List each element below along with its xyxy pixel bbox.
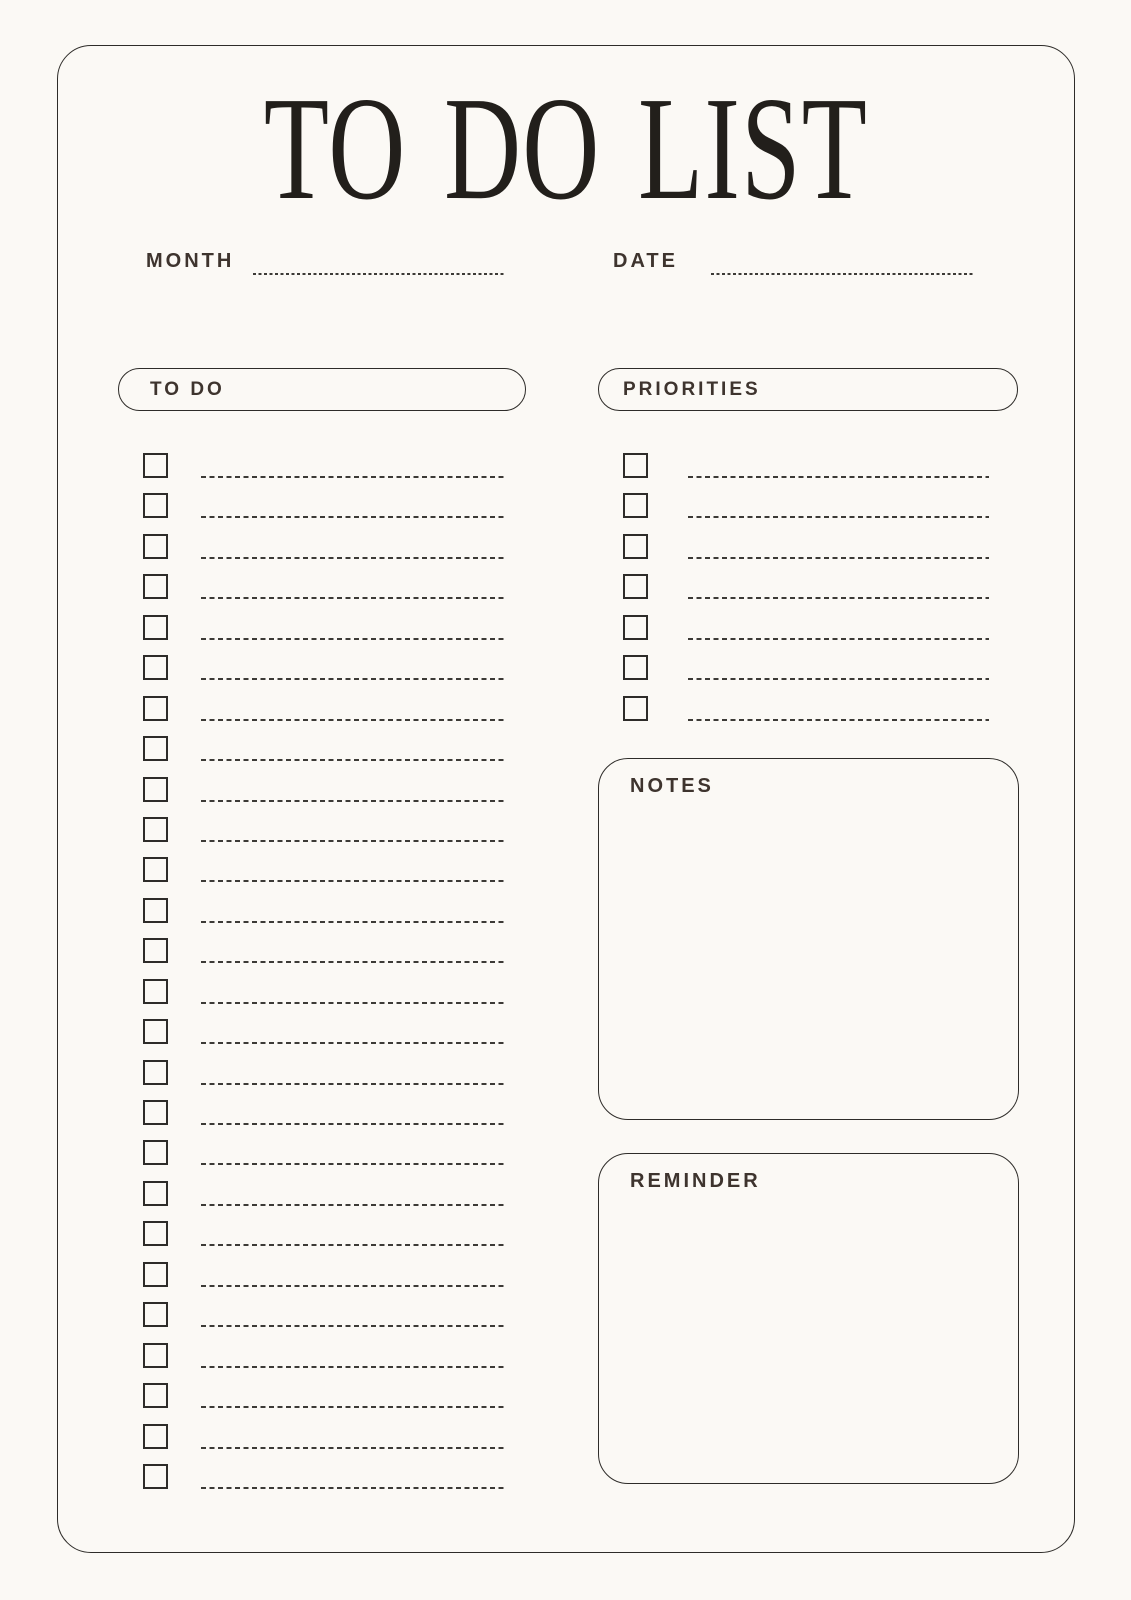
date-label: DATE [613, 250, 678, 272]
priorities-checklist [623, 453, 989, 736]
todo-section-label: TO DO [150, 378, 225, 400]
todo-fill-line[interactable] [201, 800, 506, 802]
todo-row [143, 1221, 506, 1261]
todo-checkbox[interactable] [143, 655, 168, 680]
todo-checkbox[interactable] [143, 1464, 168, 1489]
todo-row [143, 938, 506, 978]
todo-fill-line[interactable] [201, 638, 506, 640]
todo-row [143, 1019, 506, 1059]
priority-row [623, 655, 989, 695]
todo-fill-line[interactable] [201, 1487, 506, 1489]
todo-row [143, 615, 506, 655]
todo-checkbox[interactable] [143, 534, 168, 559]
todo-checkbox[interactable] [143, 1140, 168, 1165]
todo-row [143, 857, 506, 897]
todo-checkbox[interactable] [143, 979, 168, 1004]
todo-row [143, 1302, 506, 1342]
notes-box[interactable] [598, 758, 1019, 1120]
todo-row [143, 453, 506, 493]
todo-checkbox[interactable] [143, 615, 168, 640]
todo-section-header [118, 368, 526, 411]
todo-fill-line[interactable] [201, 1163, 506, 1165]
todo-row [143, 574, 506, 614]
todo-fill-line[interactable] [201, 1002, 506, 1004]
todo-checkbox[interactable] [143, 1221, 168, 1246]
todo-row [143, 1464, 506, 1504]
priority-checkbox[interactable] [623, 534, 648, 559]
todo-checkbox[interactable] [143, 1019, 168, 1044]
priority-checkbox[interactable] [623, 493, 648, 518]
priorities-section-header [598, 368, 1018, 411]
priority-row [623, 696, 989, 736]
todo-checkbox[interactable] [143, 1383, 168, 1408]
todo-fill-line[interactable] [201, 597, 506, 599]
todo-fill-line[interactable] [201, 1123, 506, 1125]
priority-row [623, 615, 989, 655]
todo-row [143, 736, 506, 776]
priority-checkbox[interactable] [623, 574, 648, 599]
todo-row [143, 1140, 506, 1180]
priority-row [623, 574, 989, 614]
todo-fill-line[interactable] [201, 1244, 506, 1246]
todo-checkbox[interactable] [143, 1100, 168, 1125]
todo-row [143, 655, 506, 695]
priority-checkbox[interactable] [623, 453, 648, 478]
todo-checkbox[interactable] [143, 1262, 168, 1287]
todo-fill-line[interactable] [201, 516, 506, 518]
priority-checkbox[interactable] [623, 696, 648, 721]
priority-row [623, 493, 989, 533]
priority-row [623, 534, 989, 574]
todo-checkbox[interactable] [143, 938, 168, 963]
page-title: TO DO LIST [263, 67, 869, 231]
todo-fill-line[interactable] [201, 1083, 506, 1085]
priority-fill-line[interactable] [688, 516, 989, 518]
priority-fill-line[interactable] [688, 719, 989, 721]
todo-row [143, 1343, 506, 1383]
todo-checkbox[interactable] [143, 1424, 168, 1449]
todo-fill-line[interactable] [201, 880, 506, 882]
month-fill-line[interactable] [253, 273, 506, 275]
todo-row [143, 534, 506, 574]
todo-checkbox[interactable] [143, 1302, 168, 1327]
todo-row [143, 777, 506, 817]
todo-fill-line[interactable] [201, 1406, 506, 1408]
priority-fill-line[interactable] [688, 476, 989, 478]
todo-fill-line[interactable] [201, 476, 506, 478]
todo-checklist [143, 453, 506, 1504]
priority-checkbox[interactable] [623, 615, 648, 640]
todo-row [143, 493, 506, 533]
todo-row [143, 1100, 506, 1140]
reminder-label: REMINDER [630, 1170, 761, 1192]
page-card [57, 45, 1075, 1553]
priority-fill-line[interactable] [688, 557, 989, 559]
date-fill-line[interactable] [711, 273, 974, 275]
todo-fill-line[interactable] [201, 1042, 506, 1044]
month-label: MONTH [146, 250, 235, 272]
todo-fill-line[interactable] [201, 1285, 506, 1287]
todo-checkbox[interactable] [143, 1181, 168, 1206]
todo-fill-line[interactable] [201, 557, 506, 559]
todo-fill-line[interactable] [201, 1325, 506, 1327]
priorities-section-label: PRIORITIES [623, 378, 761, 400]
priority-fill-line[interactable] [688, 638, 989, 640]
todo-fill-line[interactable] [201, 678, 506, 680]
todo-fill-line[interactable] [201, 840, 506, 842]
priority-fill-line[interactable] [688, 678, 989, 680]
todo-row [143, 898, 506, 938]
todo-fill-line[interactable] [201, 961, 506, 963]
priority-checkbox[interactable] [623, 655, 648, 680]
todo-checkbox[interactable] [143, 1060, 168, 1085]
todo-checkbox[interactable] [143, 898, 168, 923]
todo-row [143, 1424, 506, 1464]
todo-checkbox[interactable] [143, 1343, 168, 1368]
todo-row [143, 1262, 506, 1302]
todo-checkbox[interactable] [143, 696, 168, 721]
todo-row [143, 817, 506, 857]
todo-checkbox[interactable] [143, 736, 168, 761]
todo-row [143, 1060, 506, 1100]
todo-checkbox[interactable] [143, 817, 168, 842]
todo-fill-line[interactable] [201, 759, 506, 761]
todo-fill-line[interactable] [201, 1366, 506, 1368]
todo-checkbox[interactable] [143, 493, 168, 518]
notes-label: NOTES [630, 775, 714, 797]
todo-checkbox[interactable] [143, 777, 168, 802]
todo-checkbox[interactable] [143, 453, 168, 478]
reminder-box[interactable] [598, 1153, 1019, 1484]
todo-row [143, 1181, 506, 1221]
priority-fill-line[interactable] [688, 597, 989, 599]
todo-fill-line[interactable] [201, 719, 506, 721]
todo-fill-line[interactable] [201, 1204, 506, 1206]
priority-row [623, 453, 989, 493]
todo-row [143, 696, 506, 736]
todo-checkbox[interactable] [143, 574, 168, 599]
todo-checkbox[interactable] [143, 857, 168, 882]
todo-fill-line[interactable] [201, 921, 506, 923]
todo-row [143, 979, 506, 1019]
todo-row [143, 1383, 506, 1423]
todo-fill-line[interactable] [201, 1447, 506, 1449]
